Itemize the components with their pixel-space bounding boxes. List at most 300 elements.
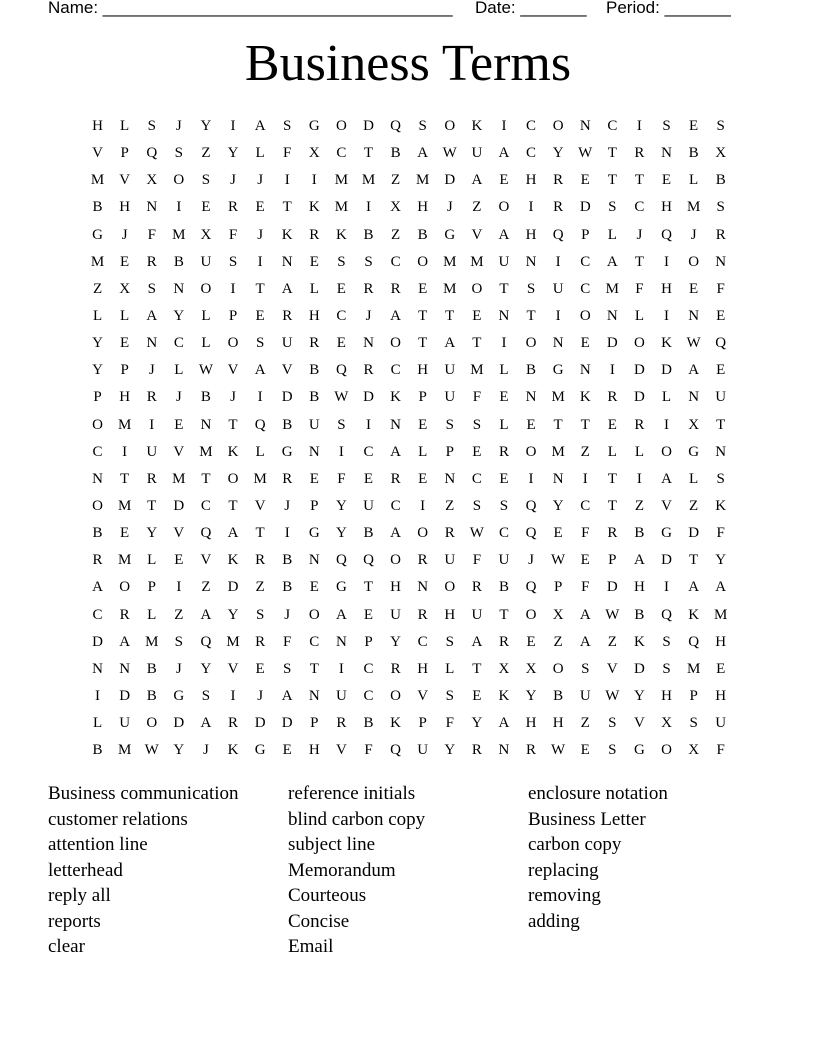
grid-letter[interactable]: U (579, 687, 591, 704)
grid-letter[interactable]: E (580, 742, 590, 759)
grid-letter[interactable]: J (148, 362, 155, 379)
grid-letter[interactable]: S (472, 416, 482, 433)
grid-letter[interactable]: N (606, 307, 618, 324)
grid-letter[interactable]: S (689, 715, 698, 732)
grid-letter[interactable]: O (552, 660, 564, 677)
grid-letter[interactable]: O (227, 470, 239, 487)
grid-letter[interactable]: V (92, 145, 103, 162)
grid-letter[interactable]: T (255, 525, 265, 542)
grid-letter[interactable]: R (444, 525, 455, 542)
grid-letter[interactable]: C (92, 443, 103, 460)
grid-letter[interactable]: U (471, 145, 483, 162)
grid-letter[interactable]: A (390, 525, 401, 542)
grid-letter[interactable]: D (92, 633, 103, 650)
grid-letter[interactable]: L (607, 443, 617, 460)
grid-letter[interactable]: H (308, 742, 320, 759)
grid-letter[interactable]: U (444, 389, 456, 406)
grid-letter[interactable]: N (363, 335, 374, 352)
grid-letter[interactable]: C (390, 362, 401, 379)
grid-letter[interactable]: J (175, 660, 182, 677)
grid-letter[interactable]: O (498, 199, 510, 216)
grid-letter[interactable]: M (117, 416, 132, 433)
grid-letter[interactable]: U (308, 416, 320, 433)
grid-letter[interactable]: B (146, 687, 157, 704)
grid-letter[interactable]: E (309, 470, 319, 487)
grid-letter[interactable]: N (173, 280, 185, 297)
grid-letter[interactable]: G (308, 525, 320, 542)
grid-letter[interactable]: S (472, 497, 482, 514)
grid-letter[interactable]: T (228, 416, 238, 433)
grid-letter[interactable]: Y (227, 606, 239, 623)
grid-letter[interactable]: E (363, 606, 374, 623)
grid-letter[interactable]: N (715, 253, 727, 270)
grid-letter[interactable]: X (661, 715, 672, 732)
grid-letter[interactable]: A (146, 307, 158, 324)
grid-letter[interactable]: J (175, 118, 182, 134)
grid-letter[interactable]: I (122, 443, 128, 460)
grid-letter[interactable]: R (526, 742, 537, 759)
grid-letter[interactable]: G (173, 687, 185, 704)
grid-letter[interactable]: O (335, 118, 347, 134)
grid-letter[interactable]: C (498, 525, 509, 542)
grid-letter[interactable]: R (228, 199, 239, 216)
grid-letter[interactable]: T (363, 579, 374, 596)
grid-letter[interactable]: R (471, 579, 482, 596)
grid-letter[interactable]: I (284, 525, 290, 542)
grid-letter[interactable]: A (281, 280, 293, 297)
grid-letter[interactable]: H (661, 280, 672, 297)
grid-letter[interactable]: C (526, 145, 537, 162)
grid-letter[interactable]: I (149, 416, 155, 433)
grid-letter[interactable]: D (281, 389, 293, 406)
grid-letter[interactable]: L (120, 307, 130, 324)
grid-letter[interactable]: J (257, 172, 264, 189)
grid-letter[interactable]: N (92, 470, 103, 487)
grid-letter[interactable]: C (580, 253, 591, 270)
grid-letter[interactable]: U (200, 253, 212, 270)
grid-letter[interactable]: G (254, 742, 266, 759)
grid-letter[interactable]: R (553, 172, 564, 189)
grid-letter[interactable]: C (417, 633, 428, 650)
grid-letter[interactable]: W (605, 606, 620, 623)
grid-letter[interactable]: U (715, 389, 727, 406)
grid-letter[interactable]: C (363, 660, 374, 677)
grid-letter[interactable]: N (525, 253, 537, 270)
grid-letter[interactable]: T (418, 335, 428, 352)
grid-letter[interactable]: V (254, 497, 266, 514)
grid-letter[interactable]: X (552, 606, 564, 623)
grid-letter[interactable]: I (636, 118, 642, 134)
grid-letter[interactable]: W (686, 335, 701, 352)
grid-letter[interactable]: S (608, 199, 617, 216)
grid-letter[interactable]: M (145, 633, 159, 650)
grid-letter[interactable]: S (147, 280, 156, 297)
grid-letter[interactable]: V (417, 687, 429, 704)
grid-letter[interactable]: S (337, 416, 346, 433)
grid-letter[interactable]: Z (255, 579, 265, 596)
grid-letter[interactable]: H (715, 687, 727, 704)
grid-letter[interactable]: W (144, 742, 159, 759)
grid-letter[interactable]: P (608, 552, 617, 569)
grid-letter[interactable]: X (146, 172, 158, 189)
grid-letter[interactable]: H (552, 715, 564, 732)
grid-letter[interactable]: O (390, 552, 401, 569)
grid-letter[interactable]: I (555, 253, 561, 270)
grid-letter[interactable]: A (579, 606, 591, 623)
grid-letter[interactable]: Q (525, 579, 537, 596)
grid-letter[interactable]: J (365, 307, 372, 324)
grid-letter[interactable]: C (580, 497, 591, 514)
grid-letter[interactable]: V (606, 660, 618, 677)
grid-letter[interactable]: O (661, 443, 672, 460)
grid-letter[interactable]: B (417, 226, 428, 243)
grid-letter[interactable]: I (664, 253, 670, 270)
grid-letter[interactable]: Y (173, 742, 185, 759)
grid-letter[interactable]: R (390, 470, 401, 487)
grid-letter[interactable]: R (146, 253, 157, 270)
grid-letter[interactable]: J (636, 226, 643, 243)
grid-letter[interactable]: T (607, 172, 617, 189)
grid-letter[interactable]: Y (200, 118, 212, 134)
grid-letter[interactable]: M (226, 633, 240, 650)
grid-letter[interactable]: I (664, 416, 670, 433)
grid-letter[interactable]: L (255, 145, 265, 162)
grid-letter[interactable]: M (443, 253, 457, 270)
grid-letter[interactable]: H (92, 118, 103, 134)
grid-letter[interactable]: C (580, 280, 591, 297)
grid-letter[interactable]: A (390, 443, 401, 460)
grid-letter[interactable]: Y (200, 660, 212, 677)
grid-letter[interactable]: N (715, 443, 727, 460)
grid-letter[interactable]: I (338, 660, 344, 677)
grid-letter[interactable]: Y (552, 497, 564, 514)
grid-letter[interactable]: E (174, 416, 184, 433)
grid-letter[interactable]: A (634, 552, 645, 569)
grid-letter[interactable]: Q (661, 226, 672, 243)
grid-letter[interactable]: E (282, 742, 292, 759)
grid-letter[interactable]: P (310, 497, 319, 514)
grid-letter[interactable]: A (444, 335, 456, 352)
grid-letter[interactable]: W (578, 145, 593, 162)
grid-letter[interactable]: B (200, 389, 211, 406)
grid-letter[interactable]: C (173, 335, 184, 352)
grid-letter[interactable]: E (418, 470, 428, 487)
grid-letter[interactable]: O (92, 497, 103, 514)
grid-letter[interactable]: M (605, 280, 619, 297)
grid-letter[interactable]: R (336, 715, 347, 732)
grid-letter[interactable]: B (363, 226, 374, 243)
grid-letter[interactable]: Z (580, 443, 590, 460)
grid-letter[interactable]: G (444, 226, 456, 243)
grid-letter[interactable]: S (174, 633, 183, 650)
grid-letter[interactable]: A (579, 633, 591, 650)
grid-letter[interactable]: T (445, 307, 455, 324)
grid-letter[interactable]: Q (200, 633, 212, 650)
grid-letter[interactable]: L (499, 362, 509, 379)
grid-letter[interactable]: R (634, 145, 645, 162)
grid-letter[interactable]: A (200, 606, 212, 623)
grid-letter[interactable]: Z (580, 715, 590, 732)
grid-letter[interactable]: S (581, 660, 590, 677)
grid-letter[interactable]: R (607, 525, 618, 542)
grid-letter[interactable]: P (689, 687, 698, 704)
grid-letter[interactable]: F (445, 715, 454, 732)
grid-letter[interactable]: B (309, 389, 320, 406)
grid-letter[interactable]: E (120, 335, 130, 352)
grid-letter[interactable]: N (498, 307, 510, 324)
grid-letter[interactable]: B (553, 687, 564, 704)
grid-letter[interactable]: A (200, 715, 212, 732)
grid-letter[interactable]: S (662, 118, 671, 134)
grid-letter[interactable]: N (335, 633, 347, 650)
grid-letter[interactable]: Q (661, 606, 672, 623)
grid-letter[interactable]: I (311, 172, 317, 189)
grid-letter[interactable]: H (661, 199, 672, 216)
grid-letter[interactable]: M (686, 199, 701, 216)
grid-letter[interactable]: I (528, 199, 534, 216)
grid-letter[interactable]: A (227, 525, 239, 542)
grid-letter[interactable]: N (688, 307, 700, 324)
grid-letter[interactable]: D (119, 687, 131, 704)
grid-letter[interactable]: D (661, 362, 672, 379)
grid-letter[interactable]: S (526, 280, 536, 297)
grid-letter[interactable]: U (444, 362, 456, 379)
grid-letter[interactable]: I (230, 118, 236, 134)
grid-letter[interactable]: V (173, 443, 185, 460)
grid-letter[interactable]: B (146, 660, 157, 677)
grid-letter[interactable]: K (281, 226, 293, 243)
grid-letter[interactable]: S (174, 145, 183, 162)
grid-letter[interactable]: C (336, 307, 347, 324)
grid-letter[interactable]: T (689, 552, 699, 569)
grid-letter[interactable]: O (688, 253, 700, 270)
grid-letter[interactable]: W (605, 687, 620, 704)
grid-letter[interactable]: N (552, 470, 564, 487)
grid-letter[interactable]: C (309, 633, 320, 650)
grid-letter[interactable]: B (363, 715, 374, 732)
grid-letter[interactable]: Z (390, 226, 401, 243)
grid-letter[interactable]: O (417, 525, 429, 542)
grid-letter[interactable]: Y (92, 335, 103, 352)
grid-letter[interactable]: S (445, 687, 454, 704)
grid-letter[interactable]: B (282, 416, 293, 433)
grid-letter[interactable]: D (579, 199, 591, 216)
grid-letter[interactable]: L (689, 470, 699, 487)
grid-letter[interactable]: R (92, 552, 103, 569)
grid-letter[interactable]: Q (552, 226, 564, 243)
grid-letter[interactable]: E (418, 416, 428, 433)
grid-letter[interactable]: I (420, 497, 426, 514)
grid-letter[interactable]: M (551, 389, 565, 406)
grid-letter[interactable]: U (146, 443, 158, 460)
grid-letter[interactable]: R (228, 715, 239, 732)
grid-letter[interactable]: S (608, 715, 617, 732)
grid-letter[interactable]: B (92, 525, 103, 542)
grid-letter[interactable]: N (579, 118, 591, 134)
grid-letter[interactable]: W (469, 525, 484, 542)
grid-letter[interactable]: E (553, 525, 563, 542)
grid-letter[interactable]: X (688, 416, 700, 433)
grid-letter[interactable]: E (120, 253, 130, 270)
grid-letter[interactable]: K (715, 497, 727, 514)
grid-letter[interactable]: C (363, 687, 374, 704)
grid-letter[interactable]: T (228, 497, 238, 514)
grid-letter[interactable]: D (363, 118, 374, 134)
grid-letter[interactable]: K (390, 389, 401, 406)
grid-letter[interactable]: Q (363, 552, 374, 569)
grid-letter[interactable]: I (230, 280, 236, 297)
grid-letter[interactable]: E (661, 172, 672, 189)
grid-letter[interactable]: E (472, 443, 482, 460)
grid-letter[interactable]: T (472, 660, 482, 677)
grid-letter[interactable]: K (335, 226, 347, 243)
grid-letter[interactable]: E (580, 172, 590, 189)
grid-letter[interactable]: T (499, 606, 509, 623)
grid-letter[interactable]: S (418, 118, 427, 134)
grid-letter[interactable]: H (417, 660, 429, 677)
grid-letter[interactable]: W (551, 552, 566, 569)
grid-letter[interactable]: R (282, 470, 293, 487)
grid-letter[interactable]: T (499, 280, 509, 297)
grid-letter[interactable]: K (308, 199, 320, 216)
grid-letter[interactable]: O (92, 416, 103, 433)
grid-letter[interactable]: Q (390, 118, 401, 134)
grid-letter[interactable]: D (444, 172, 456, 189)
grid-letter[interactable]: V (471, 226, 483, 243)
grid-letter[interactable]: I (636, 470, 642, 487)
grid-letter[interactable]: E (309, 253, 319, 270)
grid-letter[interactable]: U (417, 742, 429, 759)
grid-letter[interactable]: E (120, 525, 130, 542)
grid-letter[interactable]: K (471, 118, 483, 134)
grid-letter[interactable]: E (607, 416, 617, 433)
grid-letter[interactable]: T (147, 497, 157, 514)
grid-letter[interactable]: C (607, 118, 618, 134)
grid-letter[interactable]: E (716, 307, 726, 324)
grid-letter[interactable]: Z (390, 172, 401, 189)
grid-letter[interactable]: W (551, 742, 566, 759)
grid-letter[interactable]: F (716, 280, 725, 297)
grid-letter[interactable]: S (228, 253, 238, 270)
grid-letter[interactable]: U (335, 687, 347, 704)
grid-letter[interactable]: A (498, 226, 510, 243)
grid-letter[interactable]: F (228, 226, 238, 243)
grid-letter[interactable]: V (227, 362, 239, 379)
grid-letter[interactable]: C (390, 253, 401, 270)
grid-letter[interactable]: J (446, 199, 453, 216)
grid-letter[interactable]: R (553, 199, 564, 216)
grid-letter[interactable]: N (525, 389, 537, 406)
grid-letter[interactable]: C (336, 145, 347, 162)
grid-letter[interactable]: C (390, 497, 401, 514)
grid-letter[interactable]: O (661, 742, 672, 759)
grid-letter[interactable]: I (95, 687, 101, 704)
grid-letter[interactable]: O (579, 307, 591, 324)
grid-letter[interactable]: P (310, 715, 319, 732)
grid-letter[interactable]: Y (335, 497, 347, 514)
grid-letter[interactable]: S (255, 606, 265, 623)
grid-letter[interactable]: R (146, 470, 157, 487)
grid-letter[interactable]: O (390, 335, 401, 352)
grid-letter[interactable]: F (147, 226, 156, 243)
grid-letter[interactable]: H (119, 199, 131, 216)
grid-letter[interactable]: S (283, 660, 292, 677)
grid-letter[interactable]: A (119, 633, 131, 650)
grid-letter[interactable]: T (607, 497, 617, 514)
grid-letter[interactable]: G (335, 579, 347, 596)
grid-letter[interactable]: R (417, 552, 428, 569)
grid-letter[interactable]: N (444, 470, 456, 487)
grid-letter[interactable]: X (200, 226, 212, 243)
grid-letter[interactable]: K (227, 443, 239, 460)
grid-letter[interactable]: F (364, 742, 373, 759)
grid-letter[interactable]: S (147, 118, 156, 134)
grid-letter[interactable]: N (661, 145, 672, 162)
grid-letter[interactable]: O (390, 687, 401, 704)
grid-letter[interactable]: S (716, 118, 725, 134)
grid-letter[interactable]: G (308, 118, 320, 134)
grid-letter[interactable]: N (417, 579, 429, 596)
grid-letter[interactable]: M (117, 552, 132, 569)
grid-letter[interactable]: T (255, 280, 265, 297)
grid-letter[interactable]: A (254, 118, 266, 134)
grid-letter[interactable]: Q (335, 362, 347, 379)
grid-letter[interactable]: E (255, 199, 265, 216)
grid-letter[interactable]: U (281, 335, 293, 352)
grid-letter[interactable]: E (363, 470, 374, 487)
grid-letter[interactable]: Y (444, 742, 456, 759)
grid-letter[interactable]: H (417, 362, 429, 379)
grid-letter[interactable]: U (498, 552, 510, 569)
grid-letter[interactable]: U (390, 606, 401, 623)
grid-letter[interactable]: H (634, 579, 645, 596)
grid-letter[interactable]: A (417, 145, 429, 162)
grid-letter[interactable]: L (607, 226, 617, 243)
grid-letter[interactable]: Q (335, 552, 347, 569)
grid-letter[interactable]: S (201, 172, 211, 189)
grid-letter[interactable]: X (119, 280, 131, 297)
grid-letter[interactable]: D (634, 362, 645, 379)
grid-letter[interactable]: A (688, 579, 700, 596)
grid-letter[interactable]: Y (471, 715, 483, 732)
grid-letter[interactable]: P (581, 226, 590, 243)
grid-letter[interactable]: Q (200, 525, 212, 542)
grid-letter[interactable]: B (282, 579, 293, 596)
grid-letter[interactable]: Q (146, 145, 158, 162)
grid-letter[interactable]: F (283, 633, 292, 650)
grid-letter[interactable]: Y (146, 525, 158, 542)
grid-letter[interactable]: Y (525, 687, 537, 704)
grid-letter[interactable]: O (525, 443, 537, 460)
grid-letter[interactable]: N (308, 443, 320, 460)
grid-letter[interactable]: I (582, 470, 588, 487)
grid-letter[interactable]: D (173, 497, 185, 514)
grid-letter[interactable]: T (363, 145, 374, 162)
grid-letter[interactable]: R (390, 660, 401, 677)
grid-letter[interactable]: J (284, 497, 291, 514)
grid-letter[interactable]: E (201, 199, 211, 216)
grid-letter[interactable]: T (418, 307, 428, 324)
grid-letter[interactable]: S (283, 118, 292, 134)
grid-letter[interactable]: Z (92, 280, 103, 297)
grid-letter[interactable]: I (257, 389, 263, 406)
grid-letter[interactable]: A (92, 579, 103, 596)
grid-letter[interactable]: L (120, 118, 130, 134)
grid-letter[interactable]: E (255, 307, 265, 324)
grid-letter[interactable]: I (257, 253, 263, 270)
grid-letter[interactable]: E (526, 416, 536, 433)
grid-letter[interactable]: F (472, 552, 482, 569)
